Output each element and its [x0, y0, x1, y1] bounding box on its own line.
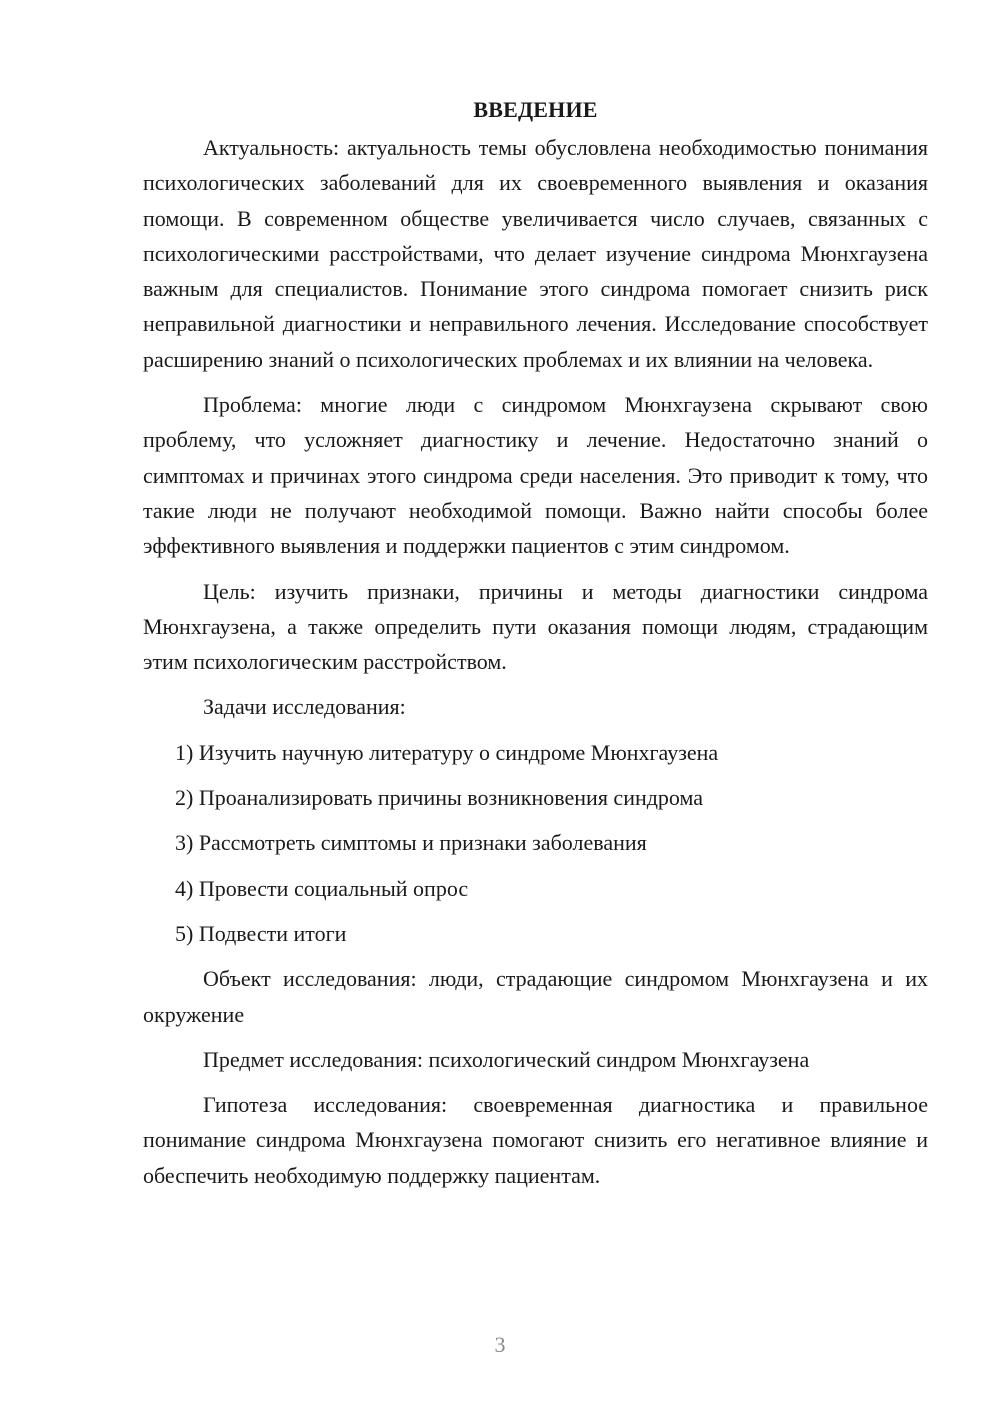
tasks-label: Задачи исследования: [203, 694, 406, 720]
goal-paragraph: Цель: изучить признаки, причины и методы диагностики синдрома Мюнхгаузена, а также определить пути оказания помощи людям, страдающим этим психологическим расстройством. [143, 578, 928, 675]
list-item: 5) Подвести итоги [175, 920, 347, 946]
problem-paragraph: Проблема: многие люди с синдромом Мюнхгаузена скрывают свою проблему, что усложняет диагностику и лечение. Недостаточно знаний о симптомах и причинах этого синдрома среди населения. Это приводит к тому, что такие люди не получают необходимой помощи. Важно найти способы более эффективного выявления и поддержки пациентов с этим синдромом. [143, 392, 928, 559]
object-paragraph: Объект исследования: люди, страдающие синдромом Мюнхгаузена и их окружение [143, 966, 928, 1027]
list-item: 2) Проанализировать причины возникновения синдрома [175, 785, 704, 811]
list-item: 1) Изучить научную литературу о синдроме Мюнхгаузена [175, 739, 719, 765]
list-item: 4) Провести социальный опрос [175, 875, 469, 901]
list-item: 3) Рассмотреть симптомы и признаки заболевания [175, 830, 647, 856]
page-title: ВВЕДЕНИЕ [473, 97, 598, 122]
relevance-paragraph: Актуальность: актуальность темы обусловлена необходимостью понимания психологических заболеваний для их своевременного выявления и оказания помощи. В современном обществе увеличивается число случаев, связанных с психологическими расстройствами, что делает изучение синдрома Мюнхгаузена важным для специалистов. Понимание этого синдрома помогает снизить риск неправильной диагностики и неправильного лечения. Исследование способствует расширению знаний о психологических проблемах и их влиянии на человека. [143, 135, 928, 372]
page-number: 3 [494, 1332, 506, 1357]
subject-paragraph: Предмет исследования: психологический синдром Мюнхгаузена [203, 1046, 810, 1072]
tasks-list [143, 735, 928, 951]
document-page [143, 92, 928, 1203]
hypothesis-paragraph: Гипотеза исследования: своевременная диагностика и правильное понимание синдрома Мюнхгаузена помогают снизить его негативное влияние и обеспечить необходимую поддержку пациентам. [143, 1092, 928, 1188]
